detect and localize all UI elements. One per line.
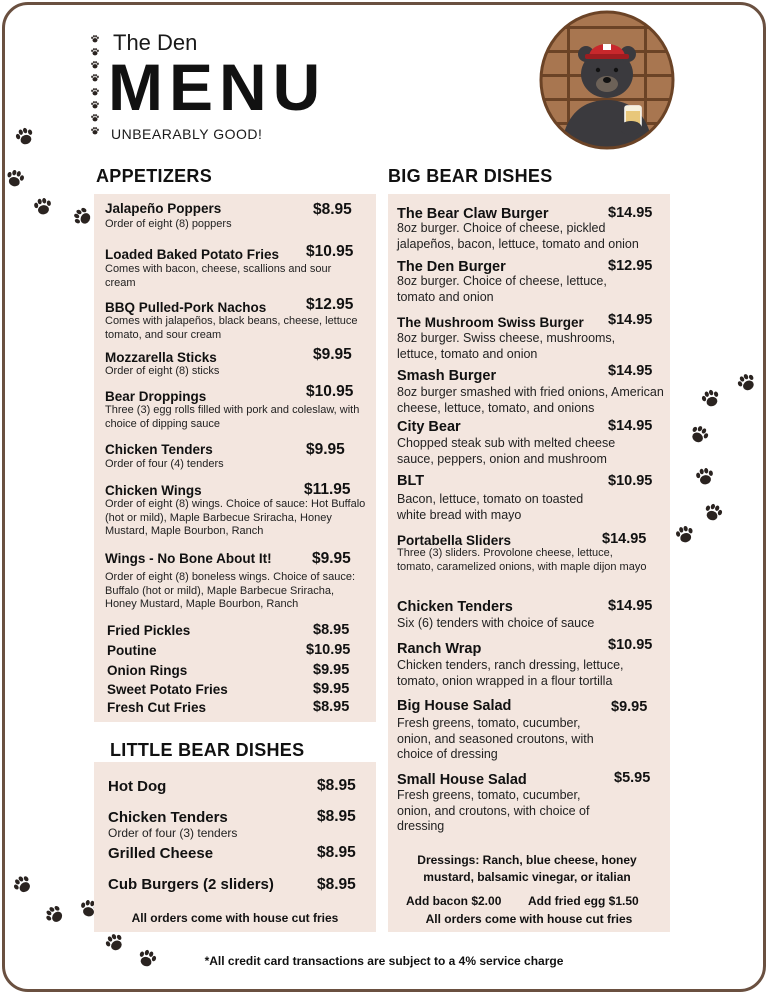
item-name: Portabella Sliders [397, 533, 512, 548]
side-name: Fried Pickles [107, 623, 191, 638]
item-name: Grilled Cheese [108, 845, 214, 862]
bear-mascot-icon [539, 10, 675, 156]
item-name: Jalapeño Poppers [105, 201, 222, 216]
item-description: Order of eight (8) wings. Choice of sauce: Hot Buffalo (hot or mild), Maple Barbecue Sriracha, Honey Mustard, Maple Bourbon, Ranch [105, 498, 366, 537]
item-price: $8.95 [317, 777, 356, 794]
item-description: Six (6) tenders with choice of sauce [397, 616, 595, 630]
item-name: Big House Salad [397, 698, 512, 714]
item-description: Order of eight (8) boneless wings. Choice of sauce: Buffalo (hot or mild), Maple Barbecue Sriracha, Honey Mustard, Maple Bourbon, Ranch [105, 571, 356, 610]
side-price: $9.95 [313, 662, 350, 678]
item-description: Bacon, lettuce, tomato on toasted white bread with mayo [397, 492, 584, 522]
item-price: $9.95 [313, 346, 352, 363]
item-price: $10.95 [608, 473, 653, 489]
item-price: $5.95 [614, 770, 651, 786]
side-name: Sweet Potato Fries [107, 682, 228, 697]
service-charge-footer: *All credit card transactions are subject to a 4% service charge [204, 954, 564, 968]
side-price: $10.95 [306, 642, 351, 658]
item-price: $14.95 [602, 531, 647, 547]
item-name: Bear Droppings [105, 389, 207, 404]
add-bacon-note: Add bacon $2.00 [406, 894, 502, 908]
item-price: $14.95 [608, 363, 653, 379]
item-name: The Mushroom Swiss Burger [397, 315, 584, 330]
item-name: Smash Burger [397, 368, 497, 384]
item-description: 8oz burger. Swiss cheese, mushrooms, lettuce, tomato and onion [397, 331, 616, 361]
paw-print-icon [90, 73, 100, 83]
item-description: Order of four (4) tenders [105, 458, 224, 470]
paw-print-icon [90, 34, 100, 44]
item-price: $14.95 [608, 418, 653, 434]
add-egg-note: Add fried egg $1.50 [528, 894, 639, 908]
side-name: Onion Rings [107, 663, 188, 678]
item-name: Wings - No Bone About It! [105, 551, 272, 566]
tagline: UNBEARABLY GOOD! [111, 126, 263, 142]
item-description: 8oz burger. Choice of cheese, lettuce, tomato and onion [397, 274, 607, 304]
side-price: $8.95 [313, 622, 350, 638]
item-price: $12.95 [306, 296, 354, 313]
item-name: Cub Burgers (2 sliders) [108, 876, 274, 893]
item-price: $9.95 [611, 699, 648, 715]
item-name: Mozzarella Sticks [105, 350, 217, 365]
paw-print-icon [90, 47, 100, 57]
paw-print-icon [692, 464, 717, 489]
item-description: Comes with jalapeños, black beans, cheese, lettuce tomato, and sour cream [105, 315, 358, 341]
item-description: Comes with bacon, cheese, scallions and sour cream [105, 263, 332, 289]
item-price: $9.95 [306, 441, 345, 458]
item-price: $8.95 [317, 844, 356, 861]
item-description: 8oz burger smashed with fried onions, American cheese, lettuce, tomato, and onions [397, 385, 664, 415]
side-price: $8.95 [313, 699, 350, 715]
item-description: Order of eight (8) poppers [105, 218, 232, 230]
item-name: Chicken Tenders [108, 809, 228, 826]
paw-print-icon [90, 126, 100, 136]
restaurant-name: The Den [113, 30, 198, 55]
item-price: $9.95 [312, 550, 351, 567]
big-bear-heading: BIG BEAR DISHES [388, 166, 553, 186]
item-description: 8oz burger. Choice of cheese, pickled jalapeños, bacon, lettuce, tomato and onion [397, 221, 639, 251]
item-name: The Den Burger [397, 259, 506, 275]
item-price: $10.95 [608, 637, 653, 653]
paw-column [88, 34, 102, 136]
item-description: Order of four (3) tenders [108, 826, 238, 840]
item-name: Chicken Tenders [397, 599, 513, 615]
item-price: $14.95 [608, 205, 653, 221]
item-name: City Bear [397, 419, 461, 435]
item-price: $10.95 [306, 243, 354, 260]
item-price: $11.95 [304, 481, 351, 498]
paw-print-icon [90, 60, 100, 70]
side-name: Poutine [107, 643, 157, 658]
item-name: Chicken Wings [105, 483, 202, 498]
paw-print-icon [30, 194, 55, 219]
paw-print-icon [90, 100, 100, 110]
side-price: $9.95 [313, 681, 350, 697]
item-name: Chicken Tenders [105, 442, 213, 457]
item-description: Chicken tenders, ranch dressing, lettuce, tomato, onion wrapped in a flour tortilla [397, 658, 624, 688]
item-price: $8.95 [317, 876, 356, 893]
item-name: BLT [397, 473, 425, 489]
item-price: $10.95 [306, 383, 354, 400]
item-description: Three (3) egg rolls filled with pork and coleslaw, with choice of dipping sauce [105, 404, 360, 430]
little-bear-note: All orders come with house cut fries [131, 911, 339, 925]
menu-heading: MENU [108, 50, 327, 124]
item-name: Small House Salad [397, 772, 527, 788]
item-price: $12.95 [608, 258, 653, 274]
big-bear-note: All orders come with house cut fries [425, 912, 633, 926]
item-price: $14.95 [608, 312, 653, 328]
item-price: $8.95 [317, 808, 356, 825]
item-name: Ranch Wrap [397, 641, 482, 657]
little-bear-heading: LITTLE BEAR DISHES [110, 740, 305, 760]
item-description: Order of eight (8) sticks [105, 365, 220, 377]
item-name: The Bear Claw Burger [397, 206, 549, 222]
dressings-note: Dressings: Ranch, blue cheese, honey mustard, balsamic vinegar, or italian [417, 853, 637, 884]
item-description: Chopped steak sub with melted cheese sauce, peppers, onion and mushroom [397, 436, 616, 466]
item-description: Fresh greens, tomato, cucumber, onion, and croutons, with choice of dressing [397, 788, 590, 833]
item-name: Hot Dog [108, 778, 167, 795]
paw-print-icon [90, 113, 100, 123]
item-price: $8.95 [313, 201, 352, 218]
item-description: Fresh greens, tomato, cucumber, onion, and seasoned croutons, with choice of dressing [397, 716, 594, 761]
item-price: $14.95 [608, 598, 653, 614]
item-name: Loaded Baked Potato Fries [105, 247, 280, 262]
item-name: BBQ Pulled-Pork Nachos [105, 300, 267, 315]
paw-print-icon [90, 87, 100, 97]
side-name: Fresh Cut Fries [107, 700, 207, 715]
item-description: Three (3) sliders. Provolone cheese, lettuce, tomato, caramelized onions, with maple dijon mayo [397, 547, 647, 573]
appetizers-heading: APPETIZERS [96, 166, 213, 186]
